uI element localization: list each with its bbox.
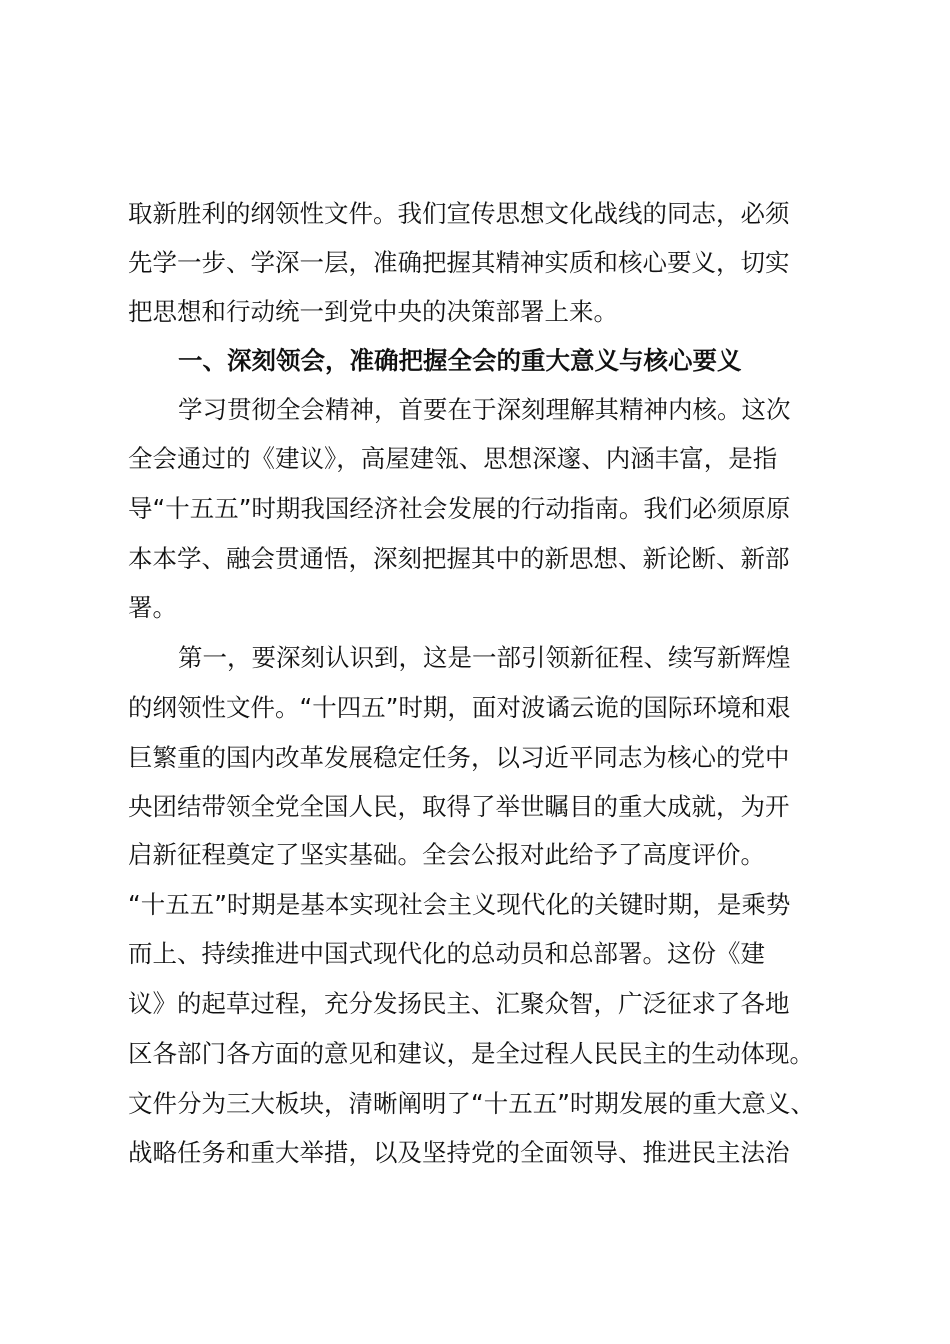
paragraph-line: 文件分为三大板块，清晰阐明了“十五五”时期发展的重大意义、 [128, 1089, 815, 1118]
paragraph-line: 本本学、融会贯通悟，深刻把握其中的新思想、新论断、新部 [128, 544, 790, 573]
paragraph-line: 先学一步、学深一层，准确把握其精神实质和核心要义，切实 [128, 248, 790, 277]
paragraph-line: 署。 [128, 593, 177, 622]
paragraph-line: 把思想和行动统一到党中央的决策部署上来。 [128, 297, 618, 326]
paragraph-line: 议》的起草过程，充分发扬民主、汇聚众智，广泛征求了各地 [128, 989, 790, 1018]
paragraph-line: 央团结带领全党全国人民，取得了举世瞩目的重大成就，为开 [128, 792, 790, 821]
paragraph-line: 学习贯彻全会精神，首要在于深刻理解其精神内核。这次 [178, 395, 791, 424]
paragraph-line: “十五五”时期是基本实现社会主义现代化的关键时期，是乘势 [128, 890, 791, 919]
paragraph-line: 全会通过的《建议》，高屋建瓴、思想深邃、内涵丰富，是指 [128, 444, 778, 473]
paragraph-line: 而上、持续推进中国式现代化的总动员和总部署。这份《建 [128, 939, 765, 968]
section-heading: 一、深刻领会，准确把握全会的重大意义与核心要义 [178, 346, 742, 375]
paragraph-line: 导“十五五”时期我国经济社会发展的行动指南。我们必须原原 [128, 494, 791, 523]
paragraph-line: 的纲领性文件。“十四五”时期，面对波谲云诡的国际环境和艰 [128, 693, 791, 722]
paragraph-line: 启新征程奠定了坚实基础。全会公报对此给予了高度评价。 [128, 840, 765, 869]
paragraph-line: 取新胜利的纲领性文件。我们宣传思想文化战线的同志，必须 [128, 199, 790, 228]
paragraph-line: 战略任务和重大举措，以及坚持党的全面领导、推进民主法治 [128, 1138, 790, 1167]
paragraph-line: 区各部门各方面的意见和建议，是全过程人民民主的生动体现。 [128, 1039, 814, 1068]
paragraph-line: 第一，要深刻认识到，这是一部引领新征程、续写新辉煌 [178, 643, 791, 672]
paragraph-line: 巨繁重的国内改革发展稳定任务，以习近平同志为核心的党中 [128, 743, 790, 772]
